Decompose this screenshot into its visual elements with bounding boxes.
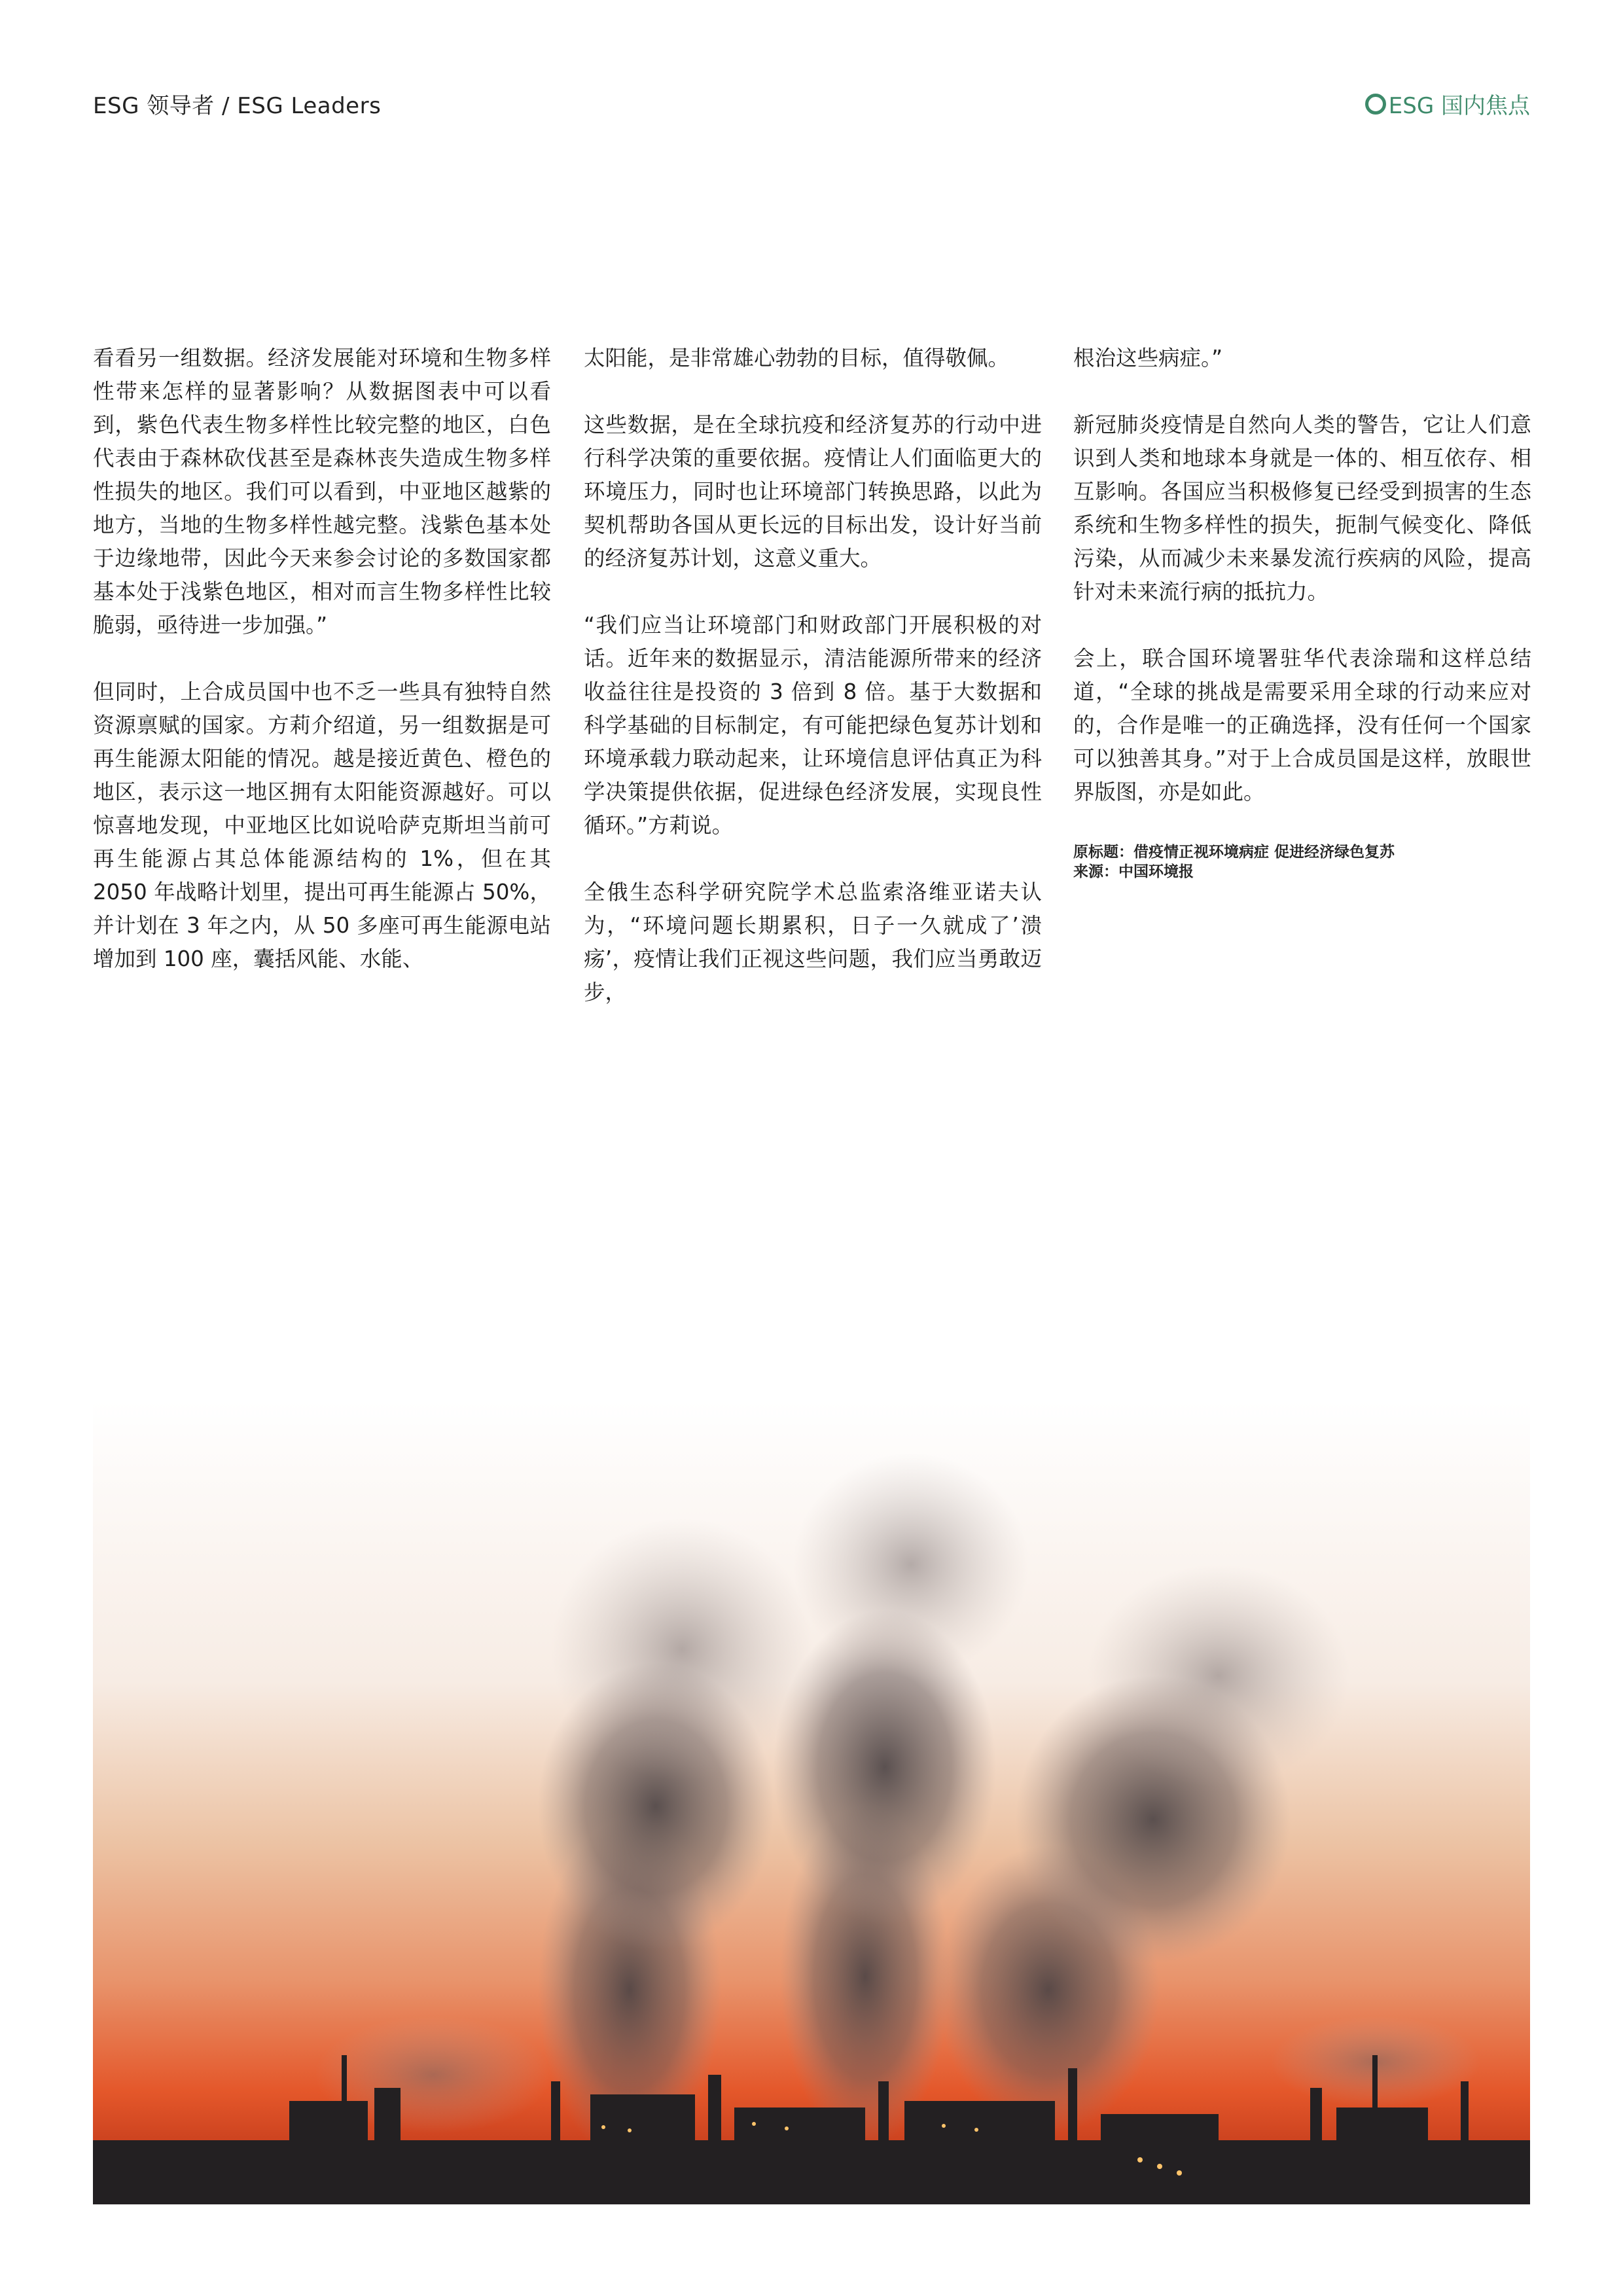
industrial-smoke-photo [93,1401,1530,2204]
header-section-label [1365,88,1530,120]
paragraph: 但同时，上合成员国中也不乏一些具有独特自然资源禀赋的国家。方莉介绍道，另一组数据是可再生能源太阳能的情况。越是接近黄色、橙色的地区，表示这一地区拥有太阳能资源越好。可以惊喜地发现，中亚地区比如说哈萨克斯坦当前可再生能源占其总体能源结构的 1%，但在其 2050 年战略计划里，提出可再生能源占 50%，并计划在 3 年之内，从 50 多座可再生能源电站增加到 100 座，囊括风能、水能、 [93,679,551,971]
article-credits [1073,842,1531,882]
article-column-2 [584,342,1042,1043]
ring-icon [1365,94,1386,115]
article-column-1 [93,342,551,1009]
header-publication: ESG 领导者 / ESG Leaders [93,93,382,119]
paragraph: 根治这些病症。” [1073,346,1223,370]
paragraph: 全俄生态科学研究院学术总监索洛维亚诺夫认为，“环境问题长期累积，日子一久就成了’溃疡’，疫情让我们正视这些问题，我们应当勇敢迈步， [584,880,1042,1005]
paragraph: 会上，联合国环境署驻华代表涂瑞和这样总结道，“全球的挑战是需要采用全球的行动来应对的，合作是唯一的正确选择，没有任何一个国家可以独善其身。”对于上合成员国是这样，放眼世界版图，亦是如此。 [1073,646,1531,804]
article-column-3 [1073,342,1531,882]
section-title: ESG 国内焦点 [1388,93,1530,119]
paragraph: “我们应当让环境部门和财政部门开展积极的对话。近年来的数据显示，清洁能源所带来的经济收益往往是投资的 3 倍到 8 倍。基于大数据和科学基础的目标制定，有可能把绿色复苏计划和环境承载力联动起来，让环境信息评估真正为科学决策提供依据，促进绿色经济发展，实现良性循环。”方莉说。 [584,613,1042,838]
original-title: 原标题：借疫情正视环境病症 促进经济绿色复苏 [1073,844,1395,861]
paragraph: 新冠肺炎疫情是自然向人类的警告，它让人们意识到人类和地球本身就是一体的、相互依存、相互影响。各国应当积极修复已经受到损害的生态系统和生物多样性的损失，扼制气候变化、降低污染，从而减少未来暴发流行疾病的风险，提高针对未来流行病的抵抗力。 [1073,412,1531,604]
paragraph: 太阳能，是非常雄心勃勃的目标，值得敬佩。 [584,346,1010,370]
paragraph: 这些数据，是在全球抗疫和经济复苏的行动中进行科学决策的重要依据。疫情让人们面临更大的环境压力，同时也让环境部门转换思路，以此为契机帮助各国从更长远的目标出发，设计好当前的经济复苏计划，这意义重大。 [584,412,1042,571]
source-line: 来源：中国环境报 [1073,863,1194,880]
paragraph: 看看另一组数据。经济发展能对环境和生物多样性带来怎样的显著影响？从数据图表中可以看到，紫色代表生物多样性比较完整的地区，白色代表由于森林砍伐甚至是森林丧失造成生物多样性损失的地区。我们可以看到，中亚地区越紫的地方，当地的生物多样性越完整。浅紫色基本处于边缘地带，因此今天来参会讨论的多数国家都基本处于浅紫色地区，相对而言生物多样性比较脆弱，亟待进一步加强。” [93,346,551,637]
